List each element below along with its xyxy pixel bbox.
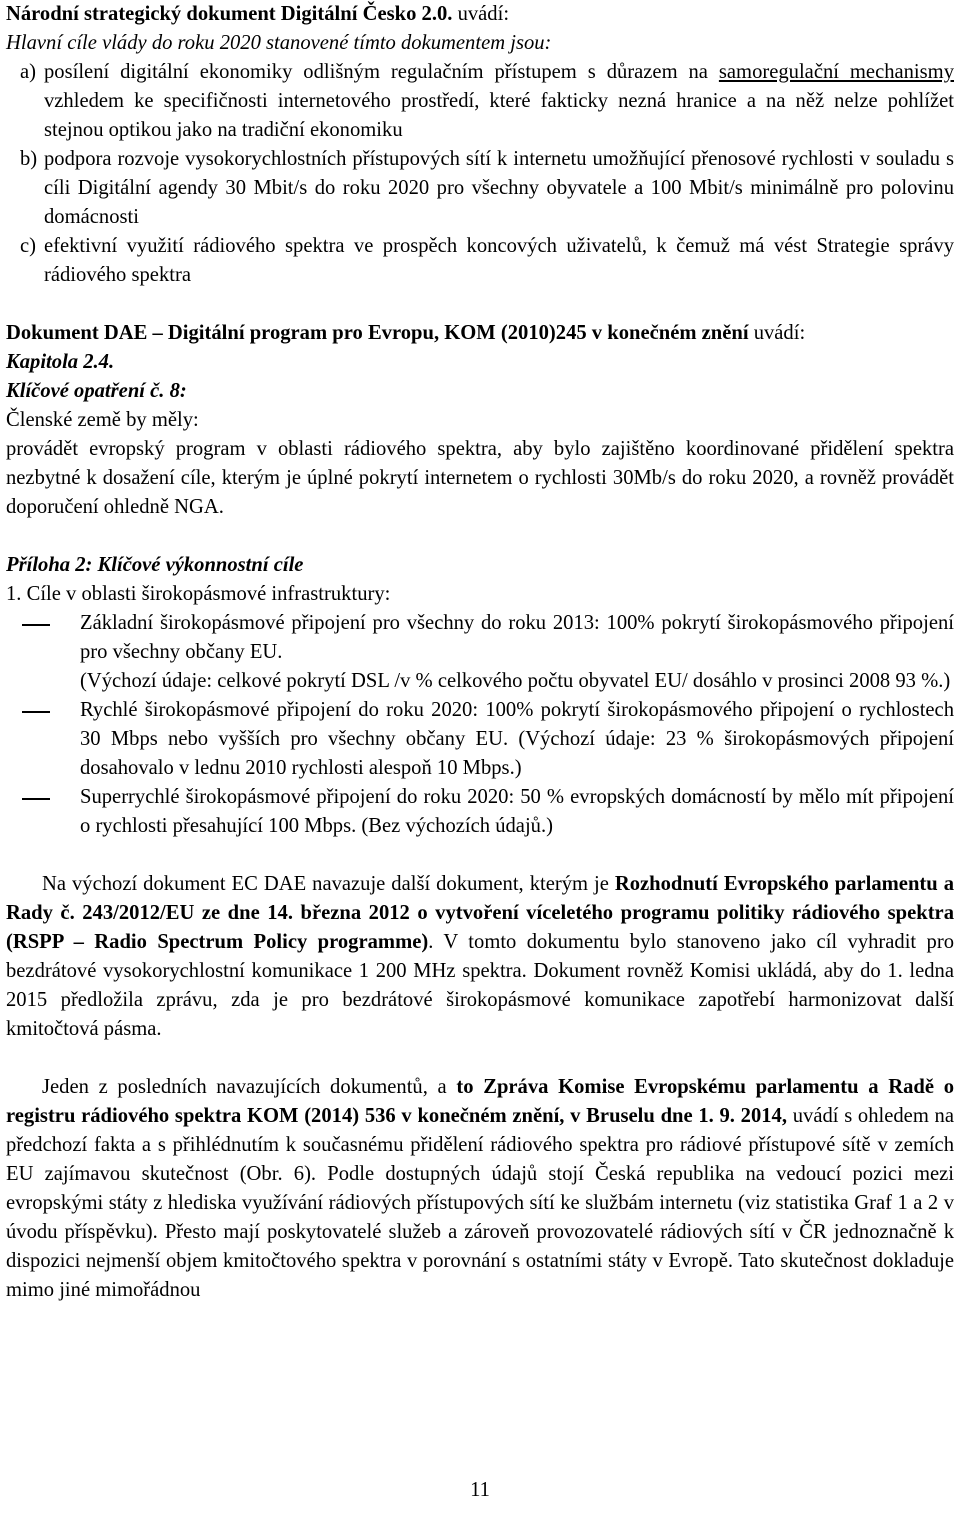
list-item [6, 696, 954, 783]
goals-list [6, 58, 954, 290]
spacer [6, 522, 954, 551]
annex-item-text: Základní širokopásmové připojení pro všechny do roku 2013: 100% pokrytí širokopásmového připojení pro všechny občany EU. [80, 612, 954, 663]
members-line: Členské země by měly: [6, 409, 199, 431]
list-item [6, 145, 954, 232]
dae-text: provádět evropský program v oblasti rádiového spektra, aby bylo zajištěno koordinované přidělení spektra nezbytné k dosažení cíle, kterým je úplné pokrytí internetem o rychlosti 30Mb/s do roku 2020, a rovněž provádět doporučení ohledně NGA. [6, 438, 954, 518]
list-item-text: podpora rozvoje vysokorychlostních přístupových sítí k internetu umožňující přenosové rychlosti v souladu s cíli Digitální agendy 30 Mbit/s do roku 2020 pro všechny obyvatele a 100 Mbit/s minimálně pro polovinu domácnosti [44, 148, 954, 228]
annex-item-note: (Výchozí údaje: celkové pokrytí DSL /v % celkového počtu obyvatel EU/ dosáhlo v prosinci 2008 93 %.) [80, 670, 951, 692]
goal-text: vzhledem ke specifičnosti internetového prostředí, které fakticky nezná hranice a na něž nelze pohlížet stejnou optikou jako na tradiční ekonomiku [44, 90, 954, 141]
document-heading [6, 0, 954, 29]
dae-heading-normal: uvádí: [748, 322, 806, 344]
list-item [6, 609, 954, 696]
chapter-title: Kapitola 2.4. [6, 351, 115, 373]
dae-heading [6, 319, 954, 348]
paragraph-rspp [6, 870, 954, 1044]
page-number: 11 [470, 1479, 490, 1501]
list-item-text: Rychlé širokopásmové připojení do roku 2020: 100% pokrytí širokopásmového připojení o rychlostech 30 Mbps nebo vyšších pro všechny občany EU. (Výchozí údaje: 23 % širokopásmových připojení dosahovalo v lednu 2010 rychlosti alespoň 10 Mbps.) [80, 699, 954, 779]
list-item [6, 783, 954, 841]
spacer [6, 290, 954, 319]
paragraph-registry [6, 1073, 954, 1305]
dae-heading-bold: Dokument DAE – Digitální program pro Evropu, KOM (2010)245 v konečném znění [6, 322, 749, 344]
goals-intro: Hlavní cíle vlády do roku 2020 stanovené tímto dokumentem jsou: [6, 32, 552, 54]
paragraph-text: uvádí s ohledem na předchozí fakta a s přihlédnutím k současnému přidělení rádiového spektra pro rádiové přístupové sítě v zemích EU zajímavou skutečnost (Obr. 6). Podle dostupných údajů stojí Česká republika na vedoucí pozici mezi evropskými státy z hlediska využívání rádiových přístupových sítí ke službám internetu (viz statistika Graf 1 a 2 v úvodu příspěvku). Přesto mají poskytovatelé služeb a zároveň provozovatelé rádiových sítí v ČR jednoznačně k dispozici nejmenší objem kmitočtového spektra v porovnání s ostatními státy v Evropě. Tato skutečnost dokladuje mimo jiné mimořádnou [6, 1105, 954, 1301]
heading-normal: uvádí: [452, 3, 510, 25]
dash-bullet [6, 696, 80, 783]
list-item-text [80, 609, 954, 696]
paragraph-text: . V tomto dokumentu bylo stanoveno jako cíl vyhradit pro bezdrátové vysokorychlostní komunikace 1 200 MHz spektra. Dokument rovněž Komisi ukládá, aby do 1. ledna 2015 předložila zprávu, zda je pro bezdrátové širokopásmové komunikace zapotřebí harmonizovat další kmitočtová pásma. [6, 931, 954, 1040]
list-item-text [44, 58, 954, 145]
annex-subtitle: 1. Cíle v oblasti širokopásmové infrastruktury: [6, 583, 391, 605]
annex-title: Příloha 2: Klíčové výkonnostní cíle [6, 554, 304, 576]
document-page [6, 0, 954, 1305]
goal-underlined-text: samoregulační mechanismy [718, 61, 954, 83]
paragraph-text: Jeden z posledních navazujících dokumentů, a [42, 1076, 457, 1098]
dash-bullet [6, 783, 80, 841]
paragraph-text: Na výchozí dokument EC DAE navazuje další dokument, kterým je [42, 873, 615, 895]
list-marker: a) [20, 61, 36, 83]
measure-title: Klíčové opatření č. 8: [6, 380, 187, 402]
annex-list [6, 609, 954, 841]
goal-text: posílení digitální ekonomiky odlišným regulačním přístupem s důrazem na [44, 61, 719, 83]
dash-bullet [6, 609, 80, 696]
heading-bold: Národní strategický dokument Digitální Česko 2.0. [6, 3, 453, 25]
list-item-text: efektivní využití rádiového spektra ve prospěch koncových uživatelů, k čemuž má vést Strategie správy rádiového spektra [44, 235, 954, 286]
list-item-text: Superrychlé širokopásmové připojení do roku 2020: 50 % evropských domácností by mělo mít připojení o rychlosti přesahující 100 Mbps. (Bez výchozích údajů.) [80, 786, 954, 837]
spacer [6, 1044, 954, 1073]
paragraph-bold-text: Rozhodnutí Evropského parlamentu a Rady č. 243/2012/EU ze dne 14. března 2012 o vytvoření víceletého programu politiky rádiového spektra (RSPP – Radio Spectrum Policy programme) [6, 873, 954, 953]
paragraph-bold-text: to Zpráva Komise Evropskému parlamentu a Radě o registru rádiového spektra KOM (2014) 536 v konečném znění, v Bruselu dne 1. 9. 2014, [6, 1076, 954, 1127]
list-item [6, 232, 954, 290]
list-item [6, 58, 954, 145]
spacer [6, 841, 954, 870]
list-marker: b) [20, 148, 38, 170]
list-marker: c) [20, 235, 36, 257]
